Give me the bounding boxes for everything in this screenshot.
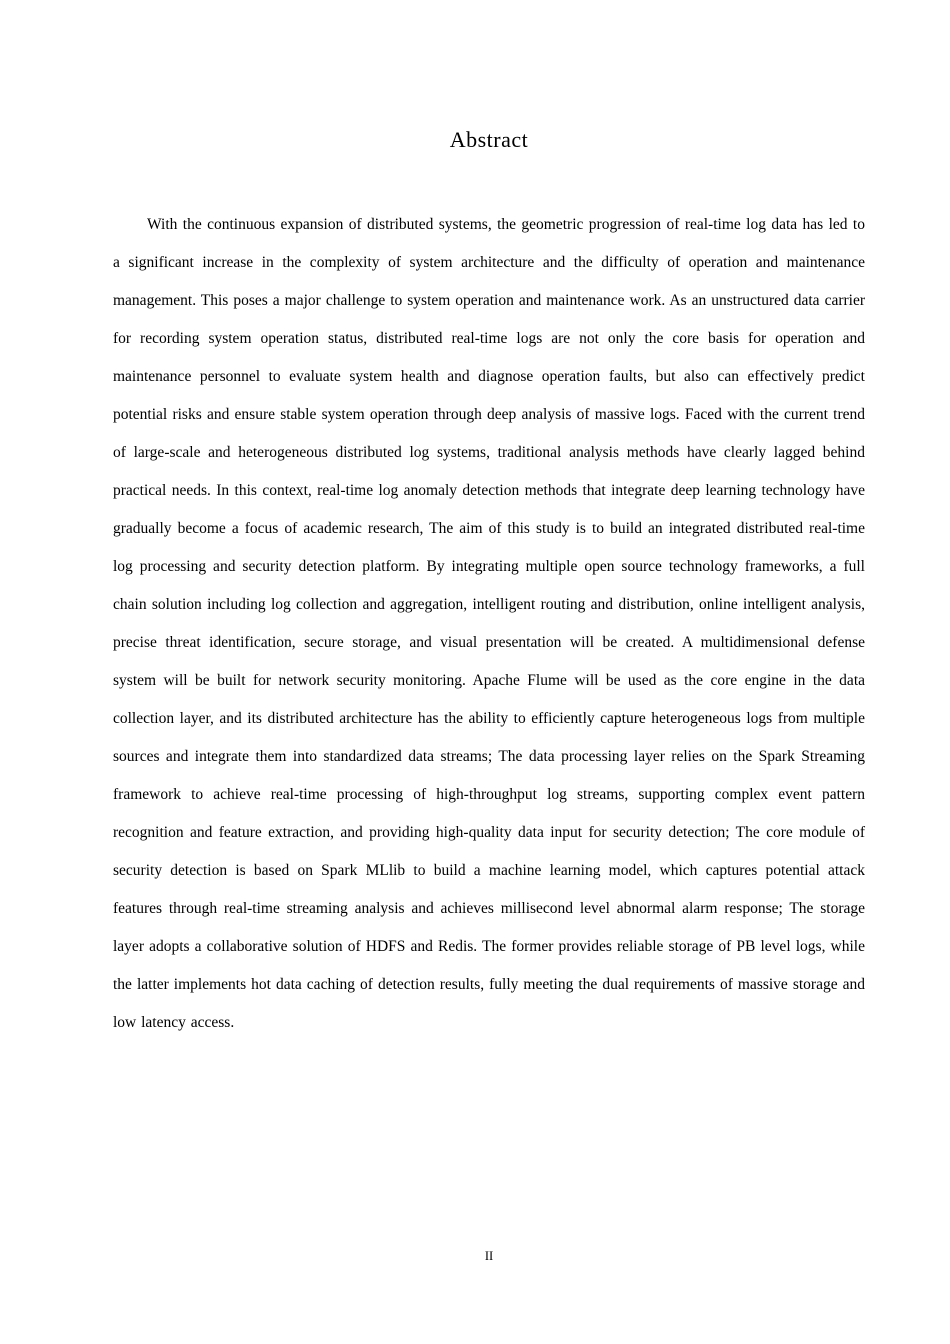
abstract-paragraph: With the continuous expansion of distributed systems, the geometric progression of real-time log data has led to a significant increase in the complexity of system architecture and the difficulty of operation and maintenance management. This poses a major challenge to system operation and maintenance work. As an unstructured data carrier for recording system operation status, distributed real-time logs are not only the core basis for operation and maintenance personnel to evaluate system health and diagnose operation faults, but also can effectively predict potential risks and ensure stable system operation through deep analysis of massive logs. Faced with the current trend of large-scale and heterogeneous distributed log systems, traditional analysis methods have clearly lagged behind practical needs. In this context, real-time log anomaly detection methods that integrate deep learning technology have gradually become a focus of academic research, The aim of this study is to build an integrated distributed real-time log processing and security detection platform. By integrating multiple open source technology frameworks, a full chain solution including log collection and aggregation, intelligent routing and distribution, online intelligent analysis, precise threat identification, secure storage, and visual presentation will be created. A multidimensional defense system will be built for network security monitoring. Apache Flume will be used as the core engine in the data collection layer, and its distributed architecture has the ability to efficiently capture heterogeneous logs from multiple sources and integrate them into standardized data streams; The data processing layer relies on the Spark Streaming framework to achieve real-time processing of high-throughput log streams, supporting complex event pattern recognition and feature extraction, and providing high-quality data input for security detection; The core module of security detection is based on Spark MLlib to build a machine learning model, which captures potential attack features through real-time streaming analysis and achieves millisecond level abnormal alarm response; The storage layer adopts a collaborative solution of HDFS and Redis. The former provides reliable storage of PB level logs, while the latter implements hot data caching of detection results, fully meeting the dual requirements of massive storage and low latency access. [113,216,865,1031]
page-number: II [484,1249,494,1263]
page-title: Abstract [449,127,529,152]
